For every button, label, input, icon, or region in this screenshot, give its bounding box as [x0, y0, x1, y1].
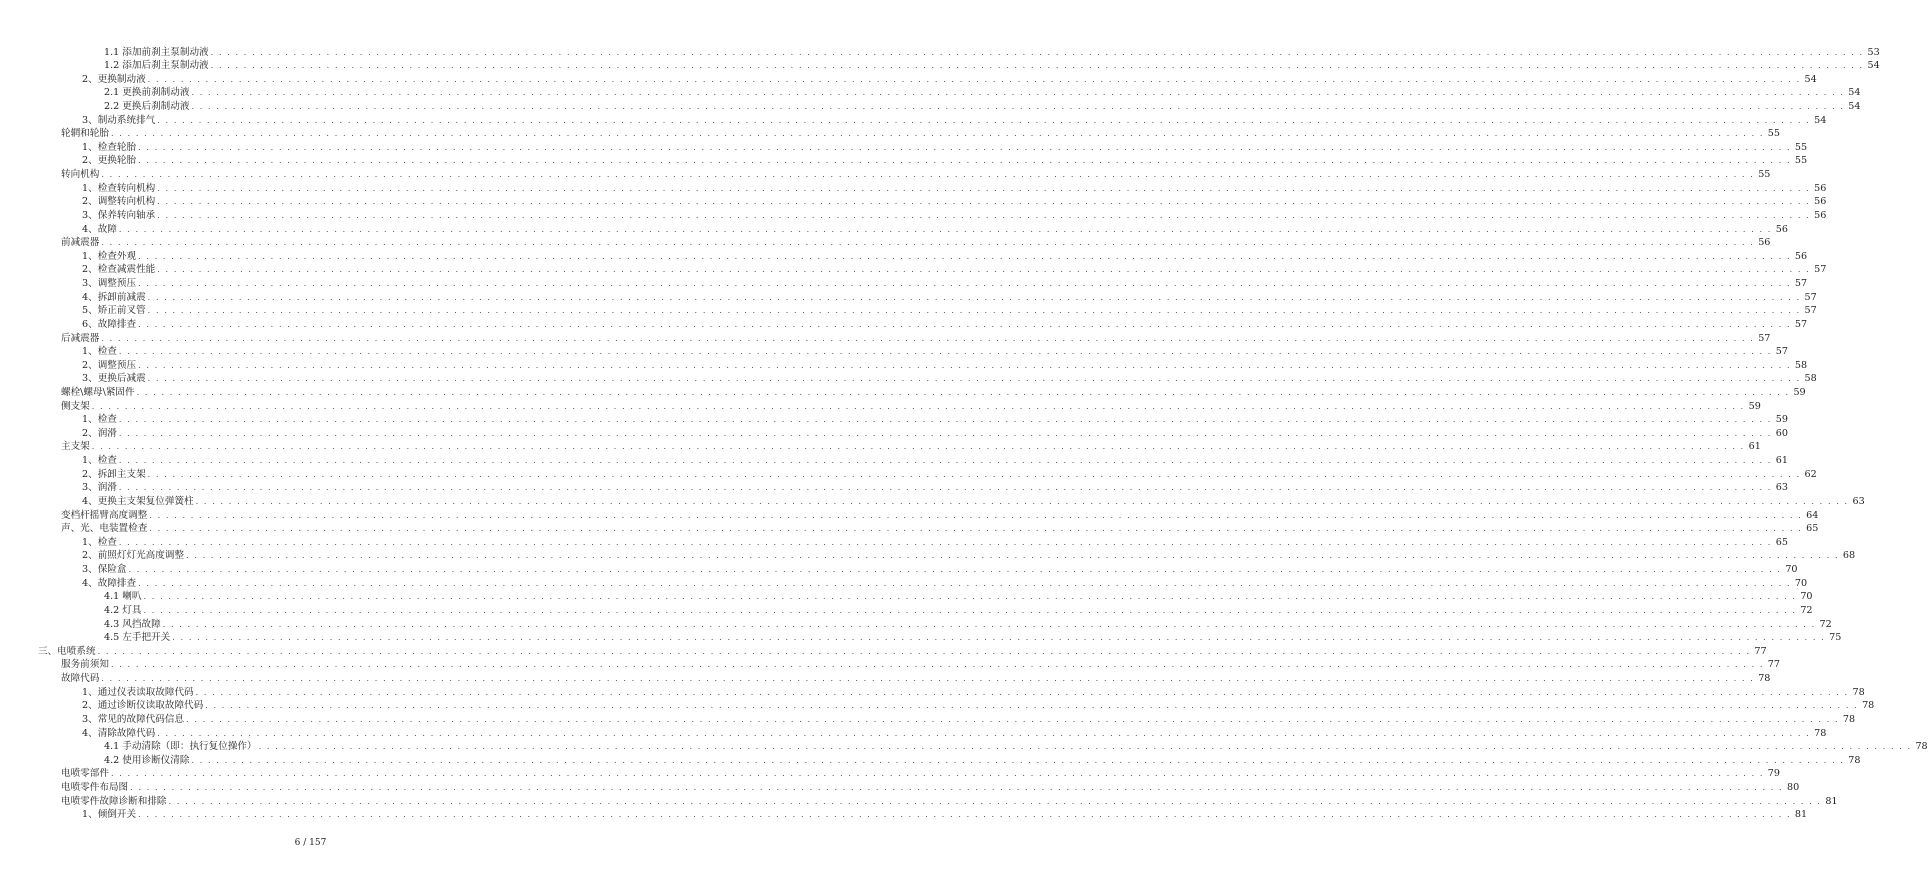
- toc-entry-title: 4、更换主支架复位弹簧柱: [82, 495, 194, 507]
- toc-leader-dots: . . . . . . . . . . . . . . . . . . . . . . . . . . . . . . . . . . . . . . . . . . . . . . . . . . . . . . . . . . . . . . . . . . . . . . . . . . . . . . . . . . . . . . . . . . . . . . . . . . . . . . . . . . . . . . . . . . . . . . . . . . . . . . . . . . . . . . . . . . . . . . . . . . . . . . . . . . . . . . . . . . . . . . . . . . . . . . . . . . . . . . . . . . . . . . . . . . . . . . . .: [143, 605, 1797, 615]
- toc-entry[interactable]: [0, 345, 1788, 359]
- toc-entry-page-number: 59: [1793, 387, 1806, 398]
- toc-entry-title: 4.5 左手把开关: [104, 632, 171, 644]
- toc-entry-title: 3、制动系统排气: [82, 114, 156, 126]
- toc-entry-title: 1、检查: [82, 414, 117, 426]
- toc-leader-dots: . . . . . . . . . . . . . . . . . . . . . . . . . . . . . . . . . . . . . . . . . . . . . . . . . . . . . . . . . . . . . . . . . . . . . . . . . . . . . . . . . . . . . . . . . . . . . . . . . . . . . . . . . . . . . . . . . . . . . . . . . . . . . . . . . . . . . . . . . . . . . . . . . . . . . . . . . . . . . . . . . . . . . . . . . . . . . . . . . . . . . . . . . . . . . . . . . . . . . . . .: [138, 251, 1792, 261]
- toc-entry-page-number: 58: [1804, 373, 1817, 385]
- toc-entry[interactable]: [0, 522, 1819, 536]
- toc-leader-dots: . . . . . . . . . . . . . . . . . . . . . . . . . . . . . . . . . . . . . . . . . . . . . . . . . . . . . . . . . . . . . . . . . . . . . . . . . . . . . . . . . . . . . . . . . . . . . . . . . . . . . . . . . . . . . . . . . . . . . . . . . . . . . . . . . . . . . . . . . . . . . . . . . . . . . . . . . . . . . . . . . . . . . . . . . . . . . . . . . . . . . . . . . . . . . . . . . . . . . . . .: [147, 292, 1801, 302]
- toc-entry-page-number: 78: [1758, 673, 1771, 685]
- toc-entry-page-number: 68: [1842, 550, 1856, 562]
- toc-entry-title: 3、保养转向轴承: [82, 209, 156, 221]
- toc-entry[interactable]: [0, 208, 1827, 222]
- toc-entry-page-number: 77: [1767, 659, 1781, 671]
- toc-leader-dots: . . . . . . . . . . . . . . . . . . . . . . . . . . . . . . . . . . . . . . . . . . . . . . . . . . . . . . . . . . . . . . . . . . . . . . . . . . . . . . . . . . . . . . . . . . . . . . . . . . . . . . . . . . . . . . . . . . . . . . . . . . . . . . . . . . . . . . . . . . . . . . . . . . . . . . . . . . . . . . . . . . . . . . . . . . . . . . . . . . . . . . . . . . . . . . . . . . . . . . . .: [258, 742, 1912, 752]
- toc-entry[interactable]: [0, 222, 1788, 236]
- toc-entry-title: 2、润滑: [82, 427, 117, 439]
- toc-entry[interactable]: [0, 127, 1781, 141]
- toc-entry-title: 变档杆摇臂高度调整: [61, 509, 148, 521]
- toc-leader-dots: . . . . . . . . . . . . . . . . . . . . . . . . . . . . . . . . . . . . . . . . . . . . . . . . . . . . . . . . . . . . . . . . . . . . . . . . . . . . . . . . . . . . . . . . . . . . . . . . . . . . . . . . . . . . . . . . . . . . . . . . . . . . . . . . . . . . . . . . . . . . . . . . . . . . . . . . . . . . . . . . . . . . . . . . . . . . . . . . . . . . . . . . . . . . . . . . . . . . . . . .: [138, 319, 1792, 329]
- toc-entry-page-number: 77: [1754, 645, 1767, 657]
- toc-entry[interactable]: [0, 113, 1827, 127]
- toc-entry[interactable]: [0, 372, 1817, 386]
- toc-entry-title: 侧支架: [61, 400, 90, 412]
- toc-entry-page-number: 54: [1804, 73, 1817, 85]
- toc-entry-title: 2、拆卸主支架: [82, 468, 146, 480]
- toc-leader-dots: . . . . . . . . . . . . . . . . . . . . . . . . . . . . . . . . . . . . . . . . . . . . . . . . . . . . . . . . . . . . . . . . . . . . . . . . . . . . . . . . . . . . . . . . . . . . . . . . . . . . . . . . . . . . . . . . . . . . . . . . . . . . . . . . . . . . . . . . . . . . . . . . . . . . . . . . . . . . . . . . . . . . . . . . . . . . . . . . . . . . . . . . . . . . . . . . . . . . . . . .: [110, 660, 1765, 670]
- toc-entry-title: 6、故障排查: [82, 318, 137, 330]
- toc-leader-dots: . . . . . . . . . . . . . . . . . . . . . . . . . . . . . . . . . . . . . . . . . . . . . . . . . . . . . . . . . . . . . . . . . . . . . . . . . . . . . . . . . . . . . . . . . . . . . . . . . . . . . . . . . . . . . . . . . . . . . . . . . . . . . . . . . . . . . . . . . . . . . . . . . . . . . . . . . . . . . . . . . . . . . . . . . . . . . . . . . . . . . . . . . . . . . . . . . . . . . . . .: [138, 360, 1792, 370]
- toc-entry-title: 1.2 添加后刹主泵制动液: [104, 60, 209, 72]
- toc-leader-dots: . . . . . . . . . . . . . . . . . . . . . . . . . . . . . . . . . . . . . . . . . . . . . . . . . . . . . . . . . . . . . . . . . . . . . . . . . . . . . . . . . . . . . . . . . . . . . . . . . . . . . . . . . . . . . . . . . . . . . . . . . . . . . . . . . . . . . . . . . . . . . . . . . . . . . . . . . . . . . . . . . . . . . . . . . . . . . . . . . . . . . . . . . . . . . . . . . . . . . . . .: [118, 415, 1772, 425]
- toc-leader-dots: . . . . . . . . . . . . . . . . . . . . . . . . . . . . . . . . . . . . . . . . . . . . . . . . . . . . . . . . . . . . . . . . . . . . . . . . . . . . . . . . . . . . . . . . . . . . . . . . . . . . . . . . . . . . . . . . . . . . . . . . . . . . . . . . . . . . . . . . . . . . . . . . . . . . . . . . . . . . . . . . . . . . . . . . . . . . . . . . . . . . . . . . . . . . . . . . . . . . . . . .: [138, 279, 1792, 289]
- toc-entry[interactable]: [0, 277, 1808, 291]
- toc-entry[interactable]: [0, 181, 1827, 195]
- toc-entry-title: 故障代码: [61, 673, 100, 685]
- toc-entry-title: 3、常见的故障代码信息: [82, 713, 185, 725]
- toc-entry[interactable]: [0, 590, 1813, 604]
- toc-entry-page-number: 78: [1814, 727, 1827, 739]
- toc-entry[interactable]: [0, 454, 1788, 468]
- toc-entry[interactable]: [0, 644, 1767, 658]
- toc-entry-page-number: 61: [1775, 455, 1788, 467]
- toc-leader-dots: . . . . . . . . . . . . . . . . . . . . . . . . . . . . . . . . . . . . . . . . . . . . . . . . . . . . . . . . . . . . . . . . . . . . . . . . . . . . . . . . . . . . . . . . . . . . . . . . . . . . . . . . . . . . . . . . . . . . . . . . . . . . . . . . . . . . . . . . . . . . . . . . . . . . . . . . . . . . . . . . . . . . . . . . . . . . . . . . . . . . . . . . . . . . . . . . . . . . . . . .: [110, 129, 1765, 139]
- toc-entry-page-number: 53: [1867, 46, 1880, 58]
- toc-entry[interactable]: [0, 535, 1788, 549]
- toc-leader-dots: . . . . . . . . . . . . . . . . . . . . . . . . . . . . . . . . . . . . . . . . . . . . . . . . . . . . . . . . . . . . . . . . . . . . . . . . . . . . . . . . . . . . . . . . . . . . . . . . . . . . . . . . . . . . . . . . . . . . . . . . . . . . . . . . . . . . . . . . . . . . . . . . . . . . . . . . . . . . . . . . . . . . . . . . . . . . . . . . . . . . . . . . . . . . . . . . . . . . . . . .: [101, 333, 1755, 343]
- toc-leader-dots: . . . . . . . . . . . . . . . . . . . . . . . . . . . . . . . . . . . . . . . . . . . . . . . . . . . . . . . . . . . . . . . . . . . . . . . . . . . . . . . . . . . . . . . . . . . . . . . . . . . . . . . . . . . . . . . . . . . . . . . . . . . . . . . . . . . . . . . . . . . . . . . . . . . . . . . . . . . . . . . . . . . . . . . . . . . . . . . . . . . . . . . . . . . . . . . . . . . . . . . .: [157, 115, 1811, 125]
- toc-entry-title: 3、保险盒: [82, 564, 127, 576]
- toc-leader-dots: . . . . . . . . . . . . . . . . . . . . . . . . . . . . . . . . . . . . . . . . . . . . . . . . . . . . . . . . . . . . . . . . . . . . . . . . . . . . . . . . . . . . . . . . . . . . . . . . . . . . . . . . . . . . . . . . . . . . . . . . . . . . . . . . . . . . . . . . . . . . . . . . . . . . . . . . . . . . . . . . . . . . . . . . . . . . . . . . . . . . . . . . . . . . . . . . . . . . . . . .: [157, 197, 1811, 207]
- toc-leader-dots: . . . . . . . . . . . . . . . . . . . . . . . . . . . . . . . . . . . . . . . . . . . . . . . . . . . . . . . . . . . . . . . . . . . . . . . . . . . . . . . . . . . . . . . . . . . . . . . . . . . . . . . . . . . . . . . . . . . . . . . . . . . . . . . . . . . . . . . . . . . . . . . . . . . . . . . . . . . . . . . . . . . . . . . . . . . . . . . . . . . . . . . . . . . . . . . . . . . . . . . .: [110, 769, 1765, 779]
- toc-entry-page-number: 58: [1794, 359, 1808, 371]
- toc-entry-page-number: 70: [1794, 577, 1808, 589]
- toc-leader-dots: . . . . . . . . . . . . . . . . . . . . . . . . . . . . . . . . . . . . . . . . . . . . . . . . . . . . . . . . . . . . . . . . . . . . . . . . . . . . . . . . . . . . . . . . . . . . . . . . . . . . . . . . . . . . . . . . . . . . . . . . . . . . . . . . . . . . . . . . . . . . . . . . . . . . . . . . . . . . . . . . . . . . . . . . . . . . . . . . . . . . . . . . . . . . . . . . . . . . . . . .: [195, 687, 1849, 697]
- page-number-footer: 6 / 157: [294, 838, 327, 848]
- toc-entry-page-number: 63: [1852, 495, 1865, 507]
- toc-entry-title: 3、润滑: [82, 482, 117, 494]
- toc-entry[interactable]: [0, 236, 1771, 250]
- toc-leader-dots: . . . . . . . . . . . . . . . . . . . . . . . . . . . . . . . . . . . . . . . . . . . . . . . . . . . . . . . . . . . . . . . . . . . . . . . . . . . . . . . . . . . . . . . . . . . . . . . . . . . . . . . . . . . . . . . . . . . . . . . . . . . . . . . . . . . . . . . . . . . . . . . . . . . . . . . . . . . . . . . . . . . . . . . . . . . . . . . . . . . . . . . . . . . . . . . . . . . . . . . .: [101, 674, 1755, 684]
- toc-entry-title: 3、更换后减震: [82, 373, 146, 385]
- toc-entry-page-number: 57: [1758, 332, 1771, 344]
- toc-entry[interactable]: [0, 168, 1771, 182]
- toc-entry-page-number: 54: [1867, 60, 1880, 72]
- toc-leader-dots: . . . . . . . . . . . . . . . . . . . . . . . . . . . . . . . . . . . . . . . . . . . . . . . . . . . . . . . . . . . . . . . . . . . . . . . . . . . . . . . . . . . . . . . . . . . . . . . . . . . . . . . . . . . . . . . . . . . . . . . . . . . . . . . . . . . . . . . . . . . . . . . . . . . . . . . . . . . . . . . . . . . . . . . . . . . . . . . . . . . . . . . . . . . . . . . . . . . . . . . .: [172, 633, 1826, 643]
- toc-entry[interactable]: [0, 45, 1880, 59]
- toc-entry[interactable]: [0, 808, 1808, 822]
- toc-entry[interactable]: [0, 658, 1781, 672]
- toc-entry-page-number: 57: [1794, 318, 1808, 330]
- toc-entry-page-number: 63: [1775, 482, 1788, 494]
- toc-leader-dots: . . . . . . . . . . . . . . . . . . . . . . . . . . . . . . . . . . . . . . . . . . . . . . . . . . . . . . . . . . . . . . . . . . . . . . . . . . . . . . . . . . . . . . . . . . . . . . . . . . . . . . . . . . . . . . . . . . . . . . . . . . . . . . . . . . . . . . . . . . . . . . . . . . . . . . . . . . . . . . . . . . . . . . . . . . . . . . . . . . . . . . . . . . . . . . . . . . . . . . . .: [118, 224, 1772, 234]
- toc-entry[interactable]: [0, 481, 1788, 495]
- toc-entry-page-number: 59: [1775, 414, 1788, 426]
- toc-entry[interactable]: [0, 699, 1875, 713]
- toc-leader-dots: . . . . . . . . . . . . . . . . . . . . . . . . . . . . . . . . . . . . . . . . . . . . . . . . . . . . . . . . . . . . . . . . . . . . . . . . . . . . . . . . . . . . . . . . . . . . . . . . . . . . . . . . . . . . . . . . . . . . . . . . . . . . . . . . . . . . . . . . . . . . . . . . . . . . . . . . . . . . . . . . . . . . . . . . . . . . . . . . . . . . . . . . . . . . . . . . . . . . . . . .: [138, 142, 1792, 152]
- toc-leader-dots: . . . . . . . . . . . . . . . . . . . . . . . . . . . . . . . . . . . . . . . . . . . . . . . . . . . . . . . . . . . . . . . . . . . . . . . . . . . . . . . . . . . . . . . . . . . . . . . . . . . . . . . . . . . . . . . . . . . . . . . . . . . . . . . . . . . . . . . . . . . . . . . . . . . . . . . . . . . . . . . . . . . . . . . . . . . . . . . . . . . . . . . . . . . . . . . . . . . . . . . .: [130, 782, 1784, 792]
- toc-leader-dots: . . . . . . . . . . . . . . . . . . . . . . . . . . . . . . . . . . . . . . . . . . . . . . . . . . . . . . . . . . . . . . . . . . . . . . . . . . . . . . . . . . . . . . . . . . . . . . . . . . . . . . . . . . . . . . . . . . . . . . . . . . . . . . . . . . . . . . . . . . . . . . . . . . . . . . . . . . . . . . . . . . . . . . . . . . . . . . . . . . . . . . . . . . . . . . . . . . . . . . . .: [91, 401, 1745, 411]
- toc-entry-page-number: 56: [1775, 223, 1788, 235]
- toc-leader-dots: . . . . . . . . . . . . . . . . . . . . . . . . . . . . . . . . . . . . . . . . . . . . . . . . . . . . . . . . . . . . . . . . . . . . . . . . . . . . . . . . . . . . . . . . . . . . . . . . . . . . . . . . . . . . . . . . . . . . . . . . . . . . . . . . . . . . . . . . . . . . . . . . . . . . . . . . . . . . . . . . . . . . . . . . . . . . . . . . . . . . . . . . . . . . . . . . . . . . . . . .: [186, 714, 1840, 724]
- toc-entry-page-number: 70: [1800, 591, 1813, 603]
- toc-entry-title: 后减震器: [61, 332, 100, 344]
- toc-leader-dots: . . . . . . . . . . . . . . . . . . . . . . . . . . . . . . . . . . . . . . . . . . . . . . . . . . . . . . . . . . . . . . . . . . . . . . . . . . . . . . . . . . . . . . . . . . . . . . . . . . . . . . . . . . . . . . . . . . . . . . . . . . . . . . . . . . . . . . . . . . . . . . . . . . . . . . . . . . . . . . . . . . . . . . . . . . . . . . . . . . . . . . . . . . . . . . . . . . . . . . . .: [168, 796, 1822, 806]
- toc-entry[interactable]: [0, 249, 1808, 263]
- toc-entry-title: 2、检查减震性能: [82, 264, 156, 276]
- toc-entry-title: 螺栓\螺母\紧固件: [61, 387, 135, 398]
- toc-leader-dots: . . . . . . . . . . . . . . . . . . . . . . . . . . . . . . . . . . . . . . . . . . . . . . . . . . . . . . . . . . . . . . . . . . . . . . . . . . . . . . . . . . . . . . . . . . . . . . . . . . . . . . . . . . . . . . . . . . . . . . . . . . . . . . . . . . . . . . . . . . . . . . . . . . . . . . . . . . . . . . . . . . . . . . . . . . . . . . . . . . . . . . . . . . . . . . . . . . . . . . . .: [138, 810, 1792, 820]
- toc-leader-dots: . . . . . . . . . . . . . . . . . . . . . . . . . . . . . . . . . . . . . . . . . . . . . . . . . . . . . . . . . . . . . . . . . . . . . . . . . . . . . . . . . . . . . . . . . . . . . . . . . . . . . . . . . . . . . . . . . . . . . . . . . . . . . . . . . . . . . . . . . . . . . . . . . . . . . . . . . . . . . . . . . . . . . . . . . . . . . . . . . . . . . . . . . . . . . . . . . . . . . . . .: [138, 578, 1792, 588]
- toc-entry-title: 4.3 风挡故障: [104, 618, 161, 630]
- toc-entry[interactable]: [0, 672, 1771, 686]
- toc-entry-page-number: 65: [1775, 536, 1788, 548]
- toc-entry-page-number: 57: [1794, 278, 1808, 290]
- toc-entry[interactable]: [0, 399, 1761, 413]
- toc-entry-title: 2.2 更换后刹制动液: [104, 100, 190, 112]
- toc-entry-page-number: 55: [1794, 141, 1808, 153]
- toc-entry-title: 1、检查: [82, 455, 117, 467]
- toc-leader-dots: . . . . . . . . . . . . . . . . . . . . . . . . . . . . . . . . . . . . . . . . . . . . . . . . . . . . . . . . . . . . . . . . . . . . . . . . . . . . . . . . . . . . . . . . . . . . . . . . . . . . . . . . . . . . . . . . . . . . . . . . . . . . . . . . . . . . . . . . . . . . . . . . . . . . . . . . . . . . . . . . . . . . . . . . . . . . . . . . . . . . . . . . . . . . . . . . . . . . . . . .: [157, 265, 1811, 275]
- toc-leader-dots: . . . . . . . . . . . . . . . . . . . . . . . . . . . . . . . . . . . . . . . . . . . . . . . . . . . . . . . . . . . . . . . . . . . . . . . . . . . . . . . . . . . . . . . . . . . . . . . . . . . . . . . . . . . . . . . . . . . . . . . . . . . . . . . . . . . . . . . . . . . . . . . . . . . . . . . . . . . . . . . . . . . . . . . . . . . . . . . . . . . . . . . . . . . . . . . . . . . . . . . .: [118, 537, 1772, 547]
- toc-entry-page-number: 59: [1748, 400, 1761, 412]
- toc-entry[interactable]: [0, 99, 1861, 113]
- toc-entry-title: 2、更换制动液: [82, 73, 146, 85]
- toc-entry[interactable]: [0, 780, 1800, 794]
- toc-leader-dots: . . . . . . . . . . . . . . . . . . . . . . . . . . . . . . . . . . . . . . . . . . . . . . . . . . . . . . . . . . . . . . . . . . . . . . . . . . . . . . . . . . . . . . . . . . . . . . . . . . . . . . . . . . . . . . . . . . . . . . . . . . . . . . . . . . . . . . . . . . . . . . . . . . . . . . . . . . . . . . . . . . . . . . . . . . . . . . . . . . . . . . . . . . . . . . . . . . . . . . . .: [147, 74, 1801, 84]
- toc-entry-title: 4、故障: [82, 223, 117, 235]
- toc-entry[interactable]: [0, 59, 1880, 73]
- toc-entry[interactable]: [0, 426, 1788, 440]
- toc-entry-page-number: 72: [1800, 604, 1813, 616]
- toc-entry-page-number: 56: [1758, 237, 1771, 249]
- toc-leader-dots: . . . . . . . . . . . . . . . . . . . . . . . . . . . . . . . . . . . . . . . . . . . . . . . . . . . . . . . . . . . . . . . . . . . . . . . . . . . . . . . . . . . . . . . . . . . . . . . . . . . . . . . . . . . . . . . . . . . . . . . . . . . . . . . . . . . . . . . . . . . . . . . . . . . . . . . . . . . . . . . . . . . . . . . . . . . . . . . . . . . . . . . . . . . . . . . . . . . . . . . .: [101, 170, 1755, 180]
- toc-entry[interactable]: [0, 617, 1832, 631]
- toc-entry-title: 1、检查轮胎: [82, 141, 137, 153]
- toc-entry-page-number: 56: [1814, 196, 1827, 208]
- toc-entry-title: 4.2 使用诊断仪清除: [104, 754, 190, 766]
- toc-entry-page-number: 72: [1819, 618, 1832, 630]
- toc-entry-title: 4、清除故障代码: [82, 727, 156, 739]
- toc-entry[interactable]: [0, 413, 1788, 427]
- toc-leader-dots: . . . . . . . . . . . . . . . . . . . . . . . . . . . . . . . . . . . . . . . . . . . . . . . . . . . . . . . . . . . . . . . . . . . . . . . . . . . . . . . . . . . . . . . . . . . . . . . . . . . . . . . . . . . . . . . . . . . . . . . . . . . . . . . . . . . . . . . . . . . . . . . . . . . . . . . . . . . . . . . . . . . . . . . . . . . . . . . . . . . . . . . . . . . . . . . . . . . . . . . .: [157, 183, 1811, 193]
- toc-entry-page-number: 78: [1862, 700, 1875, 712]
- toc-entry-title: 主支架: [61, 441, 90, 453]
- toc-leader-dots: . . . . . . . . . . . . . . . . . . . . . . . . . . . . . . . . . . . . . . . . . . . . . . . . . . . . . . . . . . . . . . . . . . . . . . . . . . . . . . . . . . . . . . . . . . . . . . . . . . . . . . . . . . . . . . . . . . . . . . . . . . . . . . . . . . . . . . . . . . . . . . . . . . . . . . . . . . . . . . . . . . . . . . . . . . . . . . . . . . . . . . . . . . . . . . . . . . . . . . . .: [191, 101, 1845, 111]
- toc-entry-page-number: 78: [1848, 754, 1861, 766]
- toc-entry-page-number: 81: [1794, 809, 1808, 821]
- toc-entry-title: 电喷零部件: [61, 768, 109, 780]
- toc-entry[interactable]: [0, 140, 1808, 154]
- toc-entry-title: 1、检查: [82, 536, 117, 548]
- toc-leader-dots: . . . . . . . . . . . . . . . . . . . . . . . . . . . . . . . . . . . . . . . . . . . . . . . . . . . . . . . . . . . . . . . . . . . . . . . . . . . . . . . . . . . . . . . . . . . . . . . . . . . . . . . . . . . . . . . . . . . . . . . . . . . . . . . . . . . . . . . . . . . . . . . . . . . . . . . . . . . . . . . . . . . . . . . . . . . . . . . . . . . . . . . . . . . . . . . . . . . . . . . .: [149, 524, 1803, 534]
- toc-leader-dots: . . . . . . . . . . . . . . . . . . . . . . . . . . . . . . . . . . . . . . . . . . . . . . . . . . . . . . . . . . . . . . . . . . . . . . . . . . . . . . . . . . . . . . . . . . . . . . . . . . . . . . . . . . . . . . . . . . . . . . . . . . . . . . . . . . . . . . . . . . . . . . . . . . . . . . . . . . . . . . . . . . . . . . . . . . . . . . . . . . . . . . . . . . . . . . . . . . . . . . . .: [118, 347, 1772, 357]
- toc-entry[interactable]: [0, 290, 1817, 304]
- toc-entry-page-number: 62: [1804, 468, 1817, 480]
- toc-entry-title: 2、通过诊断仪读取故障代码: [82, 700, 204, 712]
- toc-entry-title: 5、矫正前叉管: [82, 305, 146, 317]
- toc-entry-title: 轮辋和轮胎: [61, 128, 109, 140]
- toc-entry[interactable]: [0, 576, 1808, 590]
- toc-entry[interactable]: [0, 549, 1856, 563]
- toc-leader-dots: . . . . . . . . . . . . . . . . . . . . . . . . . . . . . . . . . . . . . . . . . . . . . . . . . . . . . . . . . . . . . . . . . . . . . . . . . . . . . . . . . . . . . . . . . . . . . . . . . . . . . . . . . . . . . . . . . . . . . . . . . . . . . . . . . . . . . . . . . . . . . . . . . . . . . . . . . . . . . . . . . . . . . . . . . . . . . . . . . . . . . . . . . . . . . . . . . . . . . . . .: [162, 619, 1816, 629]
- toc-leader-dots: . . . . . . . . . . . . . . . . . . . . . . . . . . . . . . . . . . . . . . . . . . . . . . . . . . . . . . . . . . . . . . . . . . . . . . . . . . . . . . . . . . . . . . . . . . . . . . . . . . . . . . . . . . . . . . . . . . . . . . . . . . . . . . . . . . . . . . . . . . . . . . . . . . . . . . . . . . . . . . . . . . . . . . . . . . . . . . . . . . . . . . . . . . . . . . . . . . . . . . . .: [136, 388, 1790, 397]
- toc-entry-title: 前减震器: [61, 237, 100, 249]
- toc-entry[interactable]: [0, 726, 1827, 740]
- toc-leader-dots: . . . . . . . . . . . . . . . . . . . . . . . . . . . . . . . . . . . . . . . . . . . . . . . . . . . . . . . . . . . . . . . . . . . . . . . . . . . . . . . . . . . . . . . . . . . . . . . . . . . . . . . . . . . . . . . . . . . . . . . . . . . . . . . . . . . . . . . . . . . . . . . . . . . . . . . . . . . . . . . . . . . . . . . . . . . . . . . . . . . . . . . . . . . . . . . . . . . . . . . .: [149, 510, 1803, 520]
- toc-entry-page-number: 60: [1775, 427, 1788, 439]
- toc-entry-page-number: 54: [1848, 87, 1861, 99]
- toc-leader-dots: . . . . . . . . . . . . . . . . . . . . . . . . . . . . . . . . . . . . . . . . . . . . . . . . . . . . . . . . . . . . . . . . . . . . . . . . . . . . . . . . . . . . . . . . . . . . . . . . . . . . . . . . . . . . . . . . . . . . . . . . . . . . . . . . . . . . . . . . . . . . . . . . . . . . . . . . . . . . . . . . . . . . . . . . . . . . . . . . . . . . . . . . . . . . . . . . . . . . . . . .: [143, 592, 1797, 602]
- toc-entry-page-number: 55: [1794, 155, 1808, 167]
- toc-leader-dots: . . . . . . . . . . . . . . . . . . . . . . . . . . . . . . . . . . . . . . . . . . . . . . . . . . . . . . . . . . . . . . . . . . . . . . . . . . . . . . . . . . . . . . . . . . . . . . . . . . . . . . . . . . . . . . . . . . . . . . . . . . . . . . . . . . . . . . . . . . . . . . . . . . . . . . . . . . . . . . . . . . . . . . . . . . . . . . . . . . . . . . . . . . . . . . . . . . . . . . . .: [118, 483, 1772, 493]
- toc-entry[interactable]: [0, 685, 1865, 699]
- toc-leader-dots: . . . . . . . . . . . . . . . . . . . . . . . . . . . . . . . . . . . . . . . . . . . . . . . . . . . . . . . . . . . . . . . . . . . . . . . . . . . . . . . . . . . . . . . . . . . . . . . . . . . . . . . . . . . . . . . . . . . . . . . . . . . . . . . . . . . . . . . . . . . . . . . . . . . . . . . . . . . . . . . . . . . . . . . . . . . . . . . . . . . . . . . . . . . . . . . . . . . . . . . .: [210, 61, 1864, 71]
- toc-entry-page-number: 56: [1814, 209, 1827, 221]
- toc-entry[interactable]: [0, 631, 1842, 645]
- toc-entry-page-number: 56: [1814, 182, 1827, 194]
- toc-entry[interactable]: [0, 563, 1798, 577]
- toc-entry[interactable]: [0, 440, 1761, 454]
- toc-entry-page-number: 55: [1758, 169, 1771, 181]
- toc-entry-page-number: 75: [1829, 632, 1842, 644]
- toc-entry[interactable]: [0, 794, 1838, 808]
- toc-entry-title: 3、调整预压: [82, 278, 137, 290]
- toc-entry-title: 2、更换轮胎: [82, 155, 137, 167]
- toc-entry-title: 服务前须知: [61, 659, 109, 671]
- toc-entry-title: 转向机构: [61, 169, 100, 181]
- toc-entry-page-number: 55: [1767, 128, 1781, 140]
- toc-entry-title: 4、故障排查: [82, 577, 137, 589]
- toc-leader-dots: . . . . . . . . . . . . . . . . . . . . . . . . . . . . . . . . . . . . . . . . . . . . . . . . . . . . . . . . . . . . . . . . . . . . . . . . . . . . . . . . . . . . . . . . . . . . . . . . . . . . . . . . . . . . . . . . . . . . . . . . . . . . . . . . . . . . . . . . . . . . . . . . . . . . . . . . . . . . . . . . . . . . . . . . . . . . . . . . . . . . . . . . . . . . . . . . . . . . . . . .: [91, 442, 1745, 452]
- toc-leader-dots: . . . . . . . . . . . . . . . . . . . . . . . . . . . . . . . . . . . . . . . . . . . . . . . . . . . . . . . . . . . . . . . . . . . . . . . . . . . . . . . . . . . . . . . . . . . . . . . . . . . . . . . . . . . . . . . . . . . . . . . . . . . . . . . . . . . . . . . . . . . . . . . . . . . . . . . . . . . . . . . . . . . . . . . . . . . . . . . . . . . . . . . . . . . . . . . . . . . . . . . .: [118, 428, 1772, 438]
- toc-entry-title: 2、前照灯灯光高度调整: [82, 550, 185, 562]
- toc-entry[interactable]: [0, 358, 1808, 372]
- toc-leader-dots: . . . . . . . . . . . . . . . . . . . . . . . . . . . . . . . . . . . . . . . . . . . . . . . . . . . . . . . . . . . . . . . . . . . . . . . . . . . . . . . . . . . . . . . . . . . . . . . . . . . . . . . . . . . . . . . . . . . . . . . . . . . . . . . . . . . . . . . . . . . . . . . . . . . . . . . . . . . . . . . . . . . . . . . . . . . . . . . . . . . . . . . . . . . . . . . . . . . . . . . .: [195, 496, 1849, 506]
- toc-entry-page-number: 81: [1825, 795, 1838, 807]
- toc-entry[interactable]: [0, 494, 1865, 508]
- toc-entry-page-number: 78: [1915, 741, 1928, 753]
- toc-entry-page-number: 57: [1804, 291, 1817, 303]
- toc-entry[interactable]: [0, 86, 1861, 100]
- toc-entry-page-number: 56: [1794, 250, 1808, 262]
- toc-leader-dots: . . . . . . . . . . . . . . . . . . . . . . . . . . . . . . . . . . . . . . . . . . . . . . . . . . . . . . . . . . . . . . . . . . . . . . . . . . . . . . . . . . . . . . . . . . . . . . . . . . . . . . . . . . . . . . . . . . . . . . . . . . . . . . . . . . . . . . . . . . . . . . . . . . . . . . . . . . . . . . . . . . . . . . . . . . . . . . . . . . . . . . . . . . . . . . . . . . . . . . . .: [186, 551, 1840, 561]
- toc-entry-title: 三、电喷系统: [38, 645, 96, 657]
- toc-leader-dots: . . . . . . . . . . . . . . . . . . . . . . . . . . . . . . . . . . . . . . . . . . . . . . . . . . . . . . . . . . . . . . . . . . . . . . . . . . . . . . . . . . . . . . . . . . . . . . . . . . . . . . . . . . . . . . . . . . . . . . . . . . . . . . . . . . . . . . . . . . . . . . . . . . . . . . . . . . . . . . . . . . . . . . . . . . . . . . . . . . . . . . . . . . . . . . . . . . . . . . . .: [118, 456, 1772, 466]
- toc-entry[interactable]: [0, 508, 1819, 522]
- toc-entry[interactable]: [0, 154, 1808, 168]
- toc-entry-page-number: 64: [1806, 509, 1819, 521]
- toc-entry-title: 1、通过仪表读取故障代码: [82, 686, 194, 698]
- toc-entry-page-number: 54: [1848, 100, 1861, 112]
- toc-entry[interactable]: [0, 195, 1827, 209]
- toc-entry[interactable]: [0, 767, 1781, 781]
- toc-entry-title: 4、拆卸前减震: [82, 291, 146, 303]
- toc-entry[interactable]: [0, 740, 1928, 754]
- toc-entry-page-number: 57: [1804, 305, 1817, 317]
- toc-leader-dots: . . . . . . . . . . . . . . . . . . . . . . . . . . . . . . . . . . . . . . . . . . . . . . . . . . . . . . . . . . . . . . . . . . . . . . . . . . . . . . . . . . . . . . . . . . . . . . . . . . . . . . . . . . . . . . . . . . . . . . . . . . . . . . . . . . . . . . . . . . . . . . . . . . . . . . . . . . . . . . . . . . . . . . . . . . . . . . . . . . . . . . . . . . . . . . . . . . . . . . . .: [97, 646, 1751, 656]
- toc-entry-title: 4.1 喇叭: [104, 591, 142, 603]
- toc-entry-page-number: 65: [1806, 523, 1819, 535]
- toc-leader-dots: . . . . . . . . . . . . . . . . . . . . . . . . . . . . . . . . . . . . . . . . . . . . . . . . . . . . . . . . . . . . . . . . . . . . . . . . . . . . . . . . . . . . . . . . . . . . . . . . . . . . . . . . . . . . . . . . . . . . . . . . . . . . . . . . . . . . . . . . . . . . . . . . . . . . . . . . . . . . . . . . . . . . . . . . . . . . . . . . . . . . . . . . . . . . . . . . . . . . . . . .: [147, 374, 1801, 384]
- toc-entry[interactable]: [0, 386, 1806, 400]
- toc-entry[interactable]: [0, 263, 1827, 277]
- toc-entry-title: 电喷零件故障诊断和排除: [61, 795, 167, 807]
- toc-entry-title: 1、检查: [82, 346, 117, 358]
- toc-entry-page-number: 78: [1842, 713, 1856, 725]
- toc-entry[interactable]: [0, 712, 1856, 726]
- toc-entry[interactable]: [0, 317, 1808, 331]
- toc-entry-page-number: 57: [1775, 346, 1788, 358]
- toc-entry-title: 2、调整预压: [82, 359, 137, 371]
- toc-leader-dots: . . . . . . . . . . . . . . . . . . . . . . . . . . . . . . . . . . . . . . . . . . . . . . . . . . . . . . . . . . . . . . . . . . . . . . . . . . . . . . . . . . . . . . . . . . . . . . . . . . . . . . . . . . . . . . . . . . . . . . . . . . . . . . . . . . . . . . . . . . . . . . . . . . . . . . . . . . . . . . . . . . . . . . . . . . . . . . . . . . . . . . . . . . . . . . . . . . . . . . . .: [138, 156, 1792, 166]
- toc-leader-dots: . . . . . . . . . . . . . . . . . . . . . . . . . . . . . . . . . . . . . . . . . . . . . . . . . . . . . . . . . . . . . . . . . . . . . . . . . . . . . . . . . . . . . . . . . . . . . . . . . . . . . . . . . . . . . . . . . . . . . . . . . . . . . . . . . . . . . . . . . . . . . . . . . . . . . . . . . . . . . . . . . . . . . . . . . . . . . . . . . . . . . . . . . . . . . . . . . . . . . . . .: [101, 238, 1755, 248]
- toc-entry-page-number: 70: [1785, 564, 1798, 576]
- toc-entry[interactable]: [0, 753, 1861, 767]
- toc-leader-dots: . . . . . . . . . . . . . . . . . . . . . . . . . . . . . . . . . . . . . . . . . . . . . . . . . . . . . . . . . . . . . . . . . . . . . . . . . . . . . . . . . . . . . . . . . . . . . . . . . . . . . . . . . . . . . . . . . . . . . . . . . . . . . . . . . . . . . . . . . . . . . . . . . . . . . . . . . . . . . . . . . . . . . . . . . . . . . . . . . . . . . . . . . . . . . . . . . . . . . . . .: [157, 728, 1811, 738]
- toc-leader-dots: . . . . . . . . . . . . . . . . . . . . . . . . . . . . . . . . . . . . . . . . . . . . . . . . . . . . . . . . . . . . . . . . . . . . . . . . . . . . . . . . . . . . . . . . . . . . . . . . . . . . . . . . . . . . . . . . . . . . . . . . . . . . . . . . . . . . . . . . . . . . . . . . . . . . . . . . . . . . . . . . . . . . . . . . . . . . . . . . . . . . . . . . . . . . . . . . . . . . . . . .: [191, 88, 1845, 98]
- toc-entry[interactable]: [0, 72, 1817, 86]
- toc-leader-dots: . . . . . . . . . . . . . . . . . . . . . . . . . . . . . . . . . . . . . . . . . . . . . . . . . . . . . . . . . . . . . . . . . . . . . . . . . . . . . . . . . . . . . . . . . . . . . . . . . . . . . . . . . . . . . . . . . . . . . . . . . . . . . . . . . . . . . . . . . . . . . . . . . . . . . . . . . . . . . . . . . . . . . . . . . . . . . . . . . . . . . . . . . . . . . . . . . . . . . . . .: [191, 755, 1845, 765]
- toc-leader-dots: . . . . . . . . . . . . . . . . . . . . . . . . . . . . . . . . . . . . . . . . . . . . . . . . . . . . . . . . . . . . . . . . . . . . . . . . . . . . . . . . . . . . . . . . . . . . . . . . . . . . . . . . . . . . . . . . . . . . . . . . . . . . . . . . . . . . . . . . . . . . . . . . . . . . . . . . . . . . . . . . . . . . . . . . . . . . . . . . . . . . . . . . . . . . . . . . . . . . . . . .: [205, 701, 1859, 711]
- toc-entry[interactable]: [0, 304, 1817, 318]
- toc-entry-title: 4.1 手动清除（即：执行复位操作）: [104, 741, 257, 753]
- toc-entry-page-number: 54: [1814, 114, 1827, 126]
- toc-entry-title: 4.2 灯具: [104, 604, 142, 616]
- toc-leader-dots: . . . . . . . . . . . . . . . . . . . . . . . . . . . . . . . . . . . . . . . . . . . . . . . . . . . . . . . . . . . . . . . . . . . . . . . . . . . . . . . . . . . . . . . . . . . . . . . . . . . . . . . . . . . . . . . . . . . . . . . . . . . . . . . . . . . . . . . . . . . . . . . . . . . . . . . . . . . . . . . . . . . . . . . . . . . . . . . . . . . . . . . . . . . . . . . . . . . . . . . .: [128, 565, 1782, 575]
- toc-leader-dots: . . . . . . . . . . . . . . . . . . . . . . . . . . . . . . . . . . . . . . . . . . . . . . . . . . . . . . . . . . . . . . . . . . . . . . . . . . . . . . . . . . . . . . . . . . . . . . . . . . . . . . . . . . . . . . . . . . . . . . . . . . . . . . . . . . . . . . . . . . . . . . . . . . . . . . . . . . . . . . . . . . . . . . . . . . . . . . . . . . . . . . . . . . . . . . . . . . . . . . . .: [210, 47, 1864, 57]
- toc-entry-page-number: 61: [1748, 441, 1761, 453]
- toc-entry-page-number: 78: [1852, 686, 1865, 698]
- toc-entry-title: 1、倾倒开关: [82, 809, 137, 821]
- toc-entry-title: 1.1 添加前刹主泵制动液: [104, 46, 209, 58]
- toc-entry-page-number: 80: [1786, 781, 1800, 793]
- toc-entry-page-number: 79: [1767, 768, 1781, 780]
- toc-entry[interactable]: [0, 603, 1813, 617]
- toc-entry-title: 1、检查转向机构: [82, 182, 156, 194]
- toc-leader-dots: . . . . . . . . . . . . . . . . . . . . . . . . . . . . . . . . . . . . . . . . . . . . . . . . . . . . . . . . . . . . . . . . . . . . . . . . . . . . . . . . . . . . . . . . . . . . . . . . . . . . . . . . . . . . . . . . . . . . . . . . . . . . . . . . . . . . . . . . . . . . . . . . . . . . . . . . . . . . . . . . . . . . . . . . . . . . . . . . . . . . . . . . . . . . . . . . . . . . . . . .: [157, 210, 1811, 220]
- toc-entry-title: 1、检查外观: [82, 250, 137, 262]
- toc-entry-page-number: 57: [1814, 264, 1827, 276]
- toc-entry[interactable]: [0, 331, 1771, 345]
- toc-entry-title: 2、调整转向机构: [82, 196, 156, 208]
- toc-entry-title: 声、光、电装置检查: [61, 523, 148, 535]
- toc-entry-title: 2.1 更换前刹制动液: [104, 87, 190, 99]
- toc-entry-title: 电喷零件布局图: [61, 781, 129, 793]
- toc-leader-dots: . . . . . . . . . . . . . . . . . . . . . . . . . . . . . . . . . . . . . . . . . . . . . . . . . . . . . . . . . . . . . . . . . . . . . . . . . . . . . . . . . . . . . . . . . . . . . . . . . . . . . . . . . . . . . . . . . . . . . . . . . . . . . . . . . . . . . . . . . . . . . . . . . . . . . . . . . . . . . . . . . . . . . . . . . . . . . . . . . . . . . . . . . . . . . . . . . . . . . . . .: [147, 306, 1801, 316]
- toc-entry[interactable]: [0, 467, 1817, 481]
- toc-leader-dots: . . . . . . . . . . . . . . . . . . . . . . . . . . . . . . . . . . . . . . . . . . . . . . . . . . . . . . . . . . . . . . . . . . . . . . . . . . . . . . . . . . . . . . . . . . . . . . . . . . . . . . . . . . . . . . . . . . . . . . . . . . . . . . . . . . . . . . . . . . . . . . . . . . . . . . . . . . . . . . . . . . . . . . . . . . . . . . . . . . . . . . . . . . . . . . . . . . . . . . . .: [147, 469, 1801, 479]
